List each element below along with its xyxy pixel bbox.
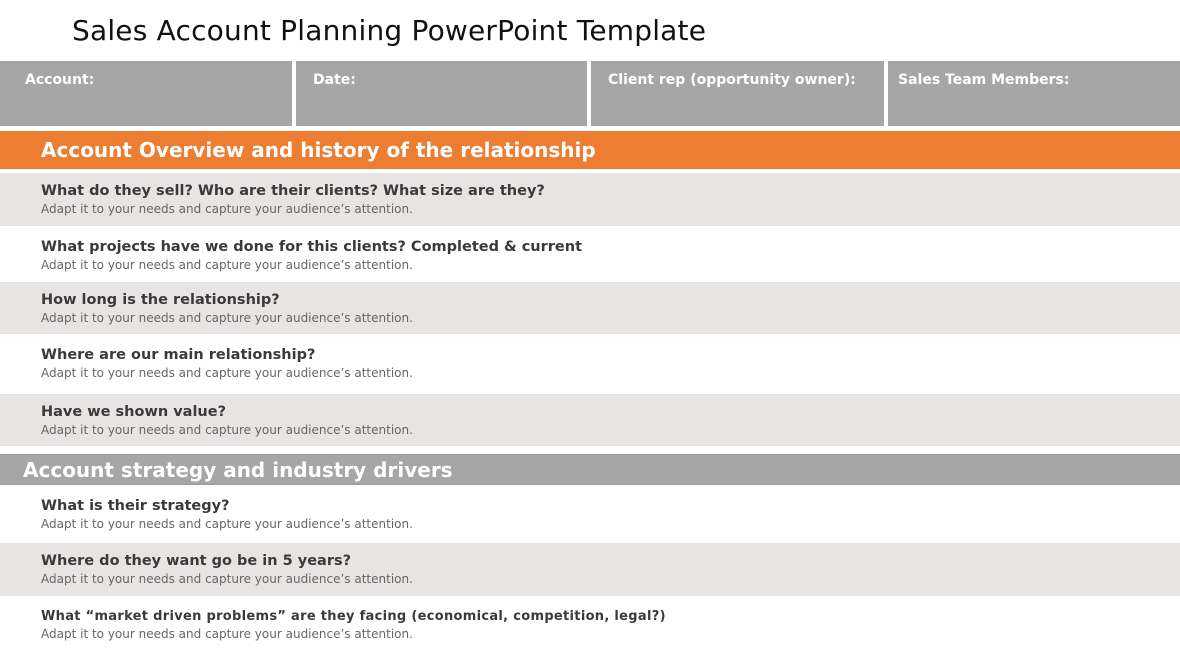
- header-fields-row: [0, 61, 1180, 126]
- section-heading-account-overview: Account Overview and history of the relationship: [0, 131, 1180, 169]
- list-item[interactable]: [0, 282, 1180, 334]
- section-heading-account-strategy: Account strategy and industry drivers: [0, 454, 1180, 485]
- item-description: Adapt it to your needs and capture your audience’s attention.: [41, 572, 413, 586]
- list-item[interactable]: [0, 394, 1180, 446]
- date-field[interactable]: [296, 61, 587, 126]
- list-item[interactable]: [0, 488, 1180, 542]
- list-item[interactable]: [0, 337, 1180, 393]
- page-title: Sales Account Planning PowerPoint Template: [72, 14, 707, 47]
- item-question: What projects have we done for this clients? Completed & current: [41, 239, 583, 255]
- item-description: Adapt it to your needs and capture your audience’s attention.: [41, 366, 413, 380]
- client-rep-field[interactable]: [591, 61, 884, 126]
- item-description: Adapt it to your needs and capture your audience’s attention.: [41, 202, 413, 216]
- item-description: Adapt it to your needs and capture your audience’s attention.: [41, 311, 413, 325]
- client-rep-field-label: Client rep (opportunity owner):: [608, 72, 856, 88]
- item-question: How long is the relationship?: [41, 292, 280, 308]
- date-field-label: Date:: [313, 72, 356, 88]
- list-item[interactable]: [0, 598, 1180, 654]
- item-description: Adapt it to your needs and capture your audience’s attention.: [41, 258, 413, 272]
- list-item[interactable]: [0, 229, 1180, 281]
- item-question: What “market driven problems” are they facing (economical, competition, legal?): [41, 609, 666, 624]
- item-question: What do they sell? Who are their clients? What size are they?: [41, 183, 545, 199]
- item-question: What is their strategy?: [41, 498, 230, 514]
- sales-team-members-field-label: Sales Team Members:: [898, 72, 1070, 88]
- item-description: Adapt it to your needs and capture your audience’s attention.: [41, 517, 413, 531]
- item-question: Where are our main relationship?: [41, 347, 316, 363]
- list-item[interactable]: [0, 173, 1180, 226]
- sales-team-members-field[interactable]: [888, 61, 1180, 126]
- item-question: Where do they want go be in 5 years?: [41, 553, 352, 569]
- item-question: Have we shown value?: [41, 404, 226, 420]
- list-item[interactable]: [0, 543, 1180, 596]
- item-description: Adapt it to your needs and capture your audience’s attention.: [41, 423, 413, 437]
- account-field-label: Account:: [25, 72, 95, 88]
- item-description: Adapt it to your needs and capture your audience’s attention.: [41, 627, 413, 641]
- account-field[interactable]: [0, 61, 292, 126]
